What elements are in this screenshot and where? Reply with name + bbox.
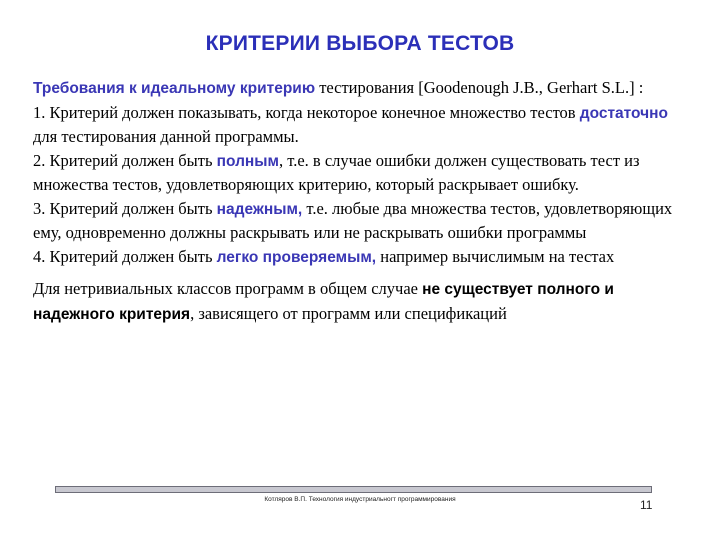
criterion-1-text: 1. Критерий должен показывать, когда некоторое конечное множество тестов bbox=[33, 102, 580, 122]
footer-credit: Котляров В.П. Технология индустриальногт программирования bbox=[264, 496, 456, 503]
conclusion-emphasis: не существует полного и надежного критерия bbox=[33, 281, 614, 323]
criterion-2-rest: , т.е. в случае ошибки должен существовать тест из множества тестов, удовлетворяющих критерию, который раскрывает ошибку. bbox=[33, 150, 640, 194]
slide-body bbox=[33, 76, 683, 326]
criterion-4-text: 4. Критерий должен быть bbox=[33, 246, 217, 266]
criterion-4-rest: например вычислимым на тестах bbox=[376, 246, 615, 266]
criterion-3-text: 3. Критерий должен быть bbox=[33, 198, 217, 218]
criterion-item-4 bbox=[33, 245, 683, 270]
conclusion-text: Для нетривиальных классов программ в общем случае bbox=[33, 279, 423, 298]
slide-title: КРИТЕРИИ ВЫБОРА ТЕСТОВ bbox=[205, 32, 515, 55]
criterion-4-emphasis: легко проверяемым, bbox=[216, 248, 377, 266]
criterion-1-rest: для тестирования данной программы. bbox=[33, 127, 299, 146]
criterion-1-emphasis: достаточно bbox=[579, 104, 668, 122]
conclusion-paragraph bbox=[33, 277, 683, 326]
criterion-3-emphasis: надежным, bbox=[216, 200, 303, 218]
page-number: 11 bbox=[640, 498, 653, 512]
intro-text: тестирования [Goodenough J.B., Gerhart S.L.] : bbox=[315, 78, 644, 97]
criterion-2-emphasis: полным bbox=[216, 152, 279, 170]
footer-divider-bar bbox=[55, 486, 652, 493]
criterion-2-text: 2. Критерий должен быть bbox=[33, 150, 217, 170]
intro-paragraph bbox=[33, 76, 683, 101]
criterion-3-rest: т.е. любые два множества тестов, удовлетворяющих ему, одновременно должны раскрывать или не раскрывать ошибки программы bbox=[33, 198, 673, 242]
criterion-item-2 bbox=[33, 149, 683, 197]
conclusion-rest: , зависящего от программ или спецификаций bbox=[190, 303, 507, 323]
intro-emphasis: Требования к идеальному критерию bbox=[33, 80, 316, 97]
criterion-item-1 bbox=[33, 101, 683, 149]
criterion-item-3 bbox=[33, 197, 683, 245]
